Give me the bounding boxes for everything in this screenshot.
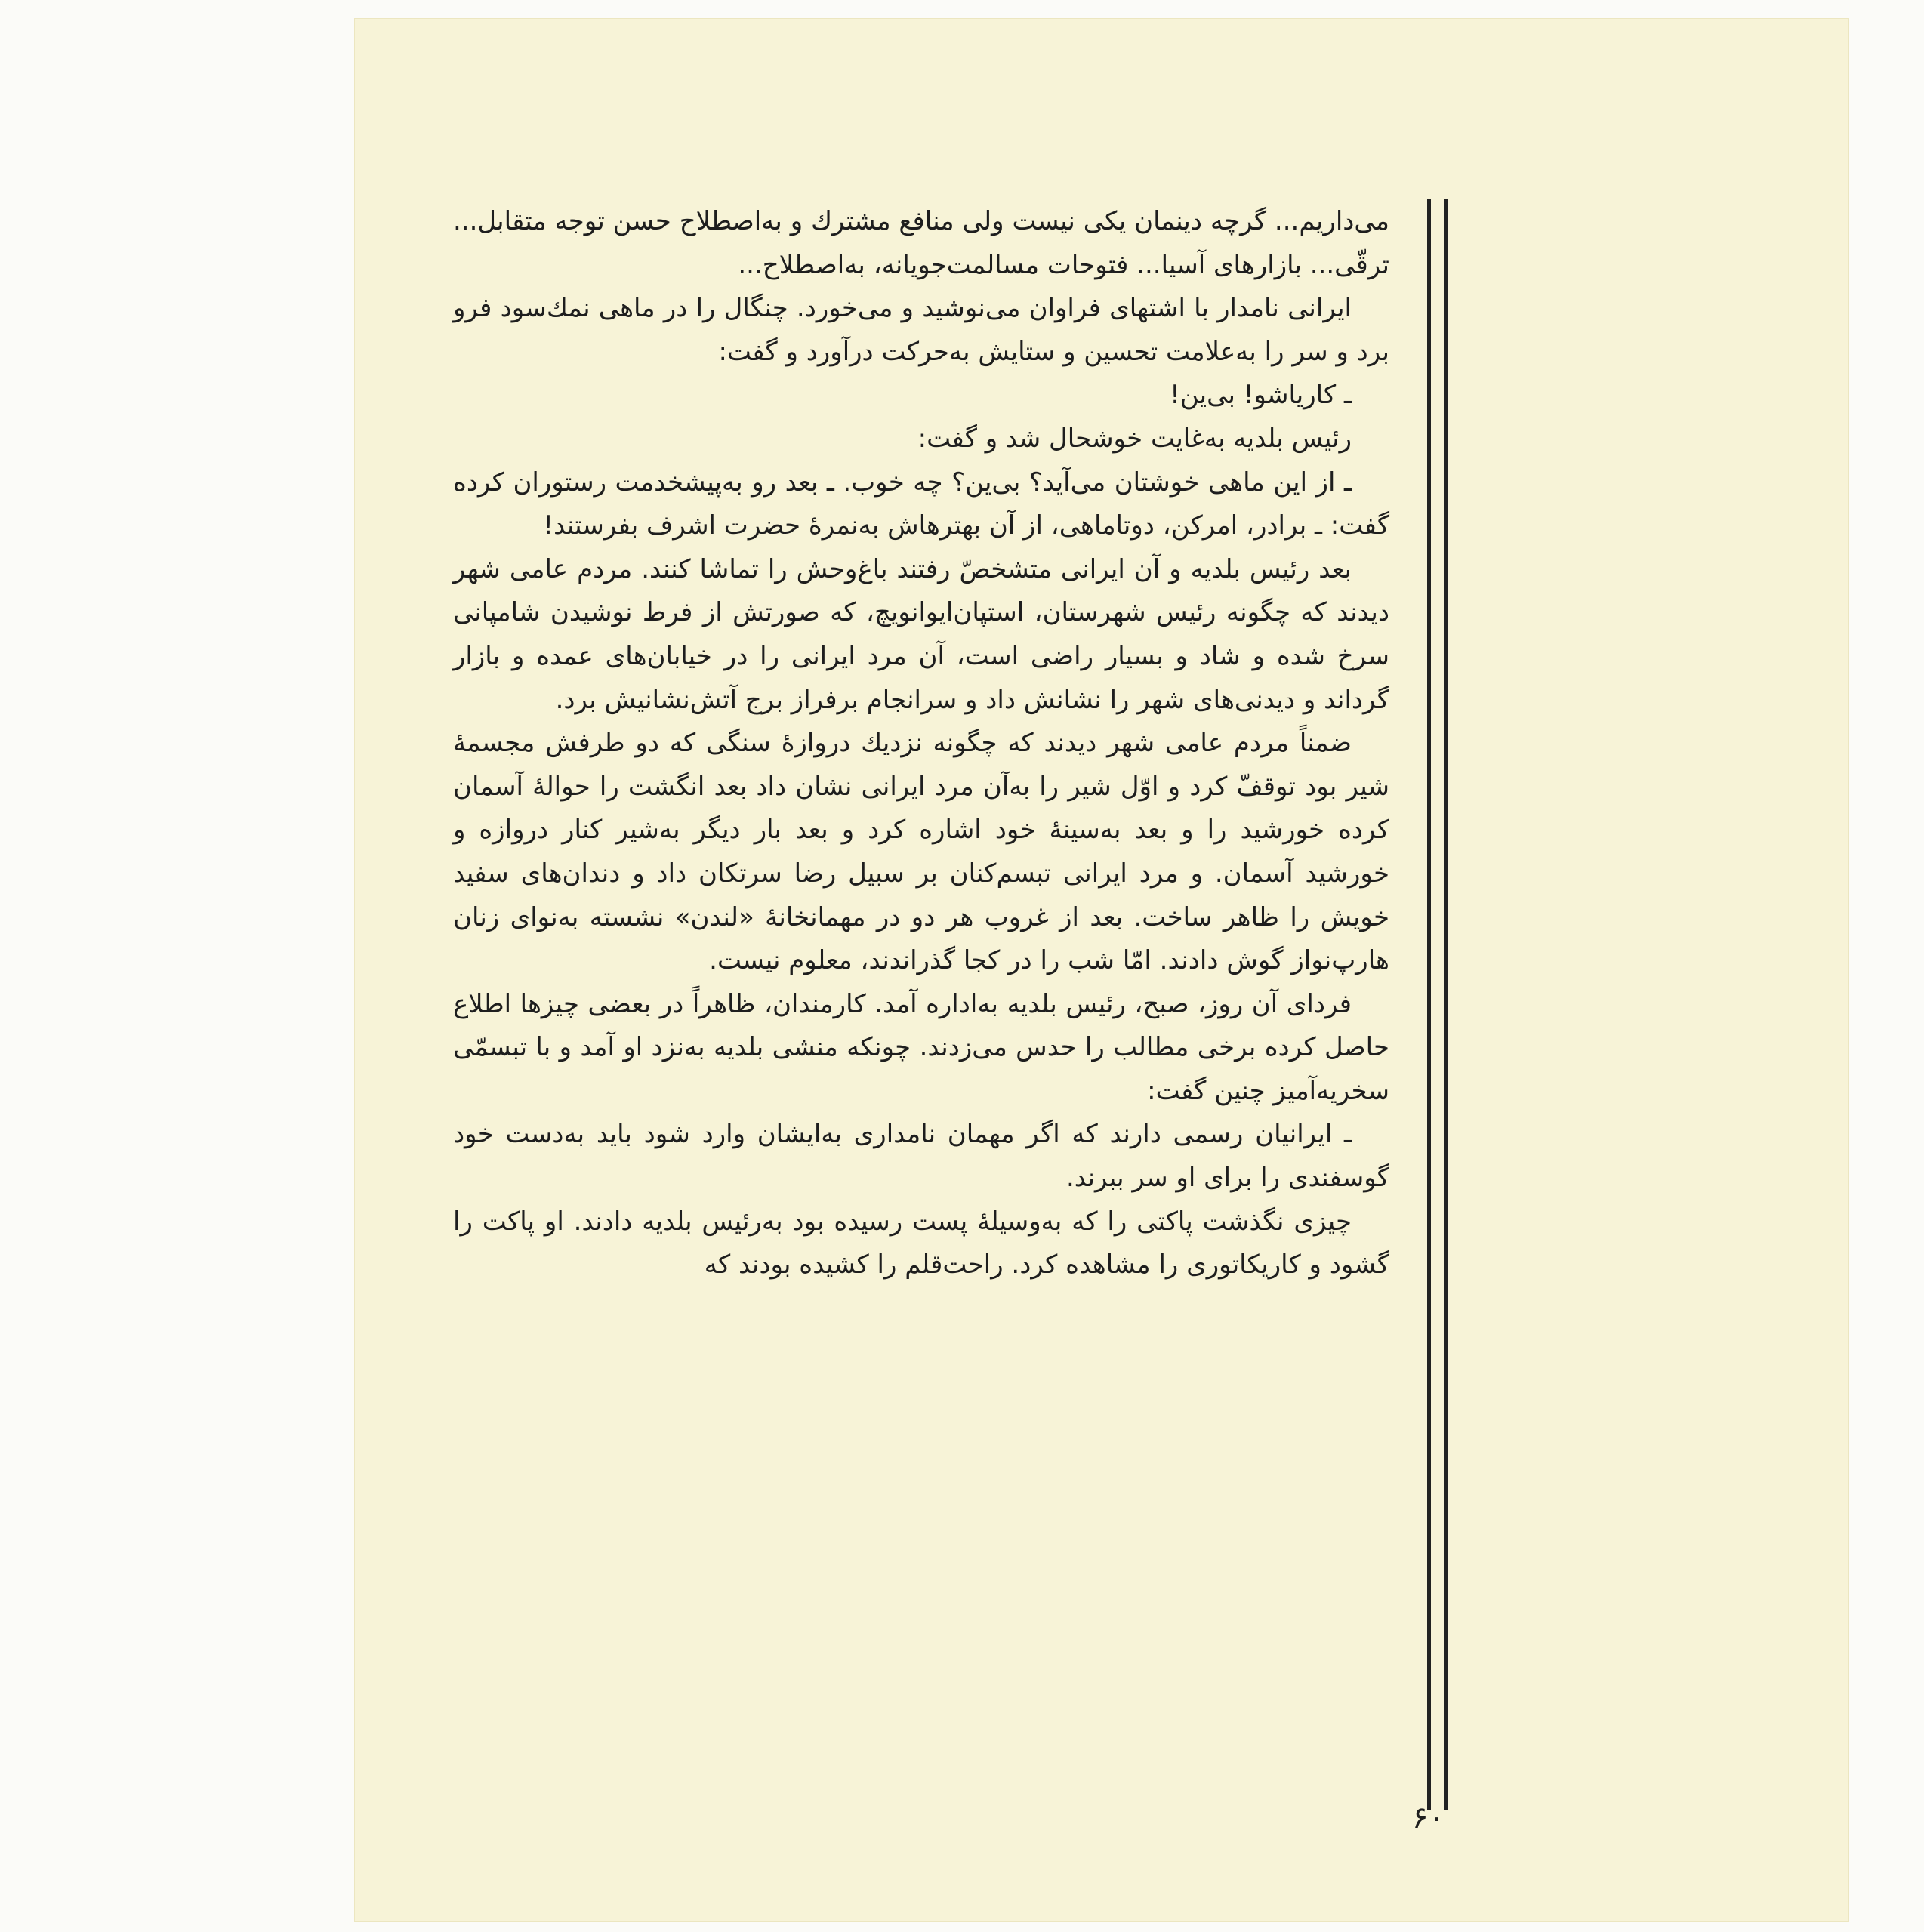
paragraph-2: ایرانی نامدار با اشتهای فراوان می‌نوشید و می‌خورد. چنگال را در ماهی نمك‌سود فرو برد و سر را به‌علامت تحسین و ستایش به‌حرکت درآورد و گفت: bbox=[453, 293, 1389, 367]
paragraph-1: می‌داریم... گرچه دینمان یکی نیست ولی منافع مشترك و به‌اصطلاح حسن توجه متقابل... ترقّی... بازارهای آسیا... فتوحات مسالمت‌جویانه، به‌اصطلاح... bbox=[453, 206, 1389, 280]
paragraph-6: فردای آن روز، صبح، رئیس بلدیه به‌اداره آمد. کارمندان، ظاهراً در بعضی چیزها اطلاع حاصل کرده برخی مطالب را حدس می‌زدند. چونکه منشی بلدیه به‌نزد او آمد و با تبسمّی سخریه‌آمیز چنین گفت: bbox=[453, 988, 1389, 1106]
body-text bbox=[453, 200, 1389, 1287]
paragraph-5: ضمناً مردم عامی شهر دیدند که چگونه نزدیك دروازهٔ سنگی که دو طرفش مجسمهٔ شیر بود توقفّ کرد و اوّل شیر را به‌آن مرد ایرانی نشان داد بعد انگشت را حوالهٔ آسمان کرده خورشید را و بعد به‌سینهٔ خود اشاره کرد و بعد بار دیگر به‌شیر کنار دروازه و خورشید آسمان. و مرد ایرانی تبسم‌کنان بر سبیل رضا سرتکان داد و دندان‌های سفید خویش را ظاهر ساخت. بعد از غروب هر دو در مهمانخانهٔ «لندن» نشسته به‌نوای زنان هارپ‌نواز گوش دادند. امّا شب را در کجا گذراندند، معلوم نیست. bbox=[453, 728, 1389, 976]
dialogue-line-2: ـ از این ماهی خوشتان می‌آید؟ بی‌ین؟ چه خوب. ـ بعد رو به‌پیشخدمت رستوران کرده گفت: ـ برادر، امرکن، دوتاماهی، از آن بهترهاش به‌نمرهٔ حضرت اشرف بفرستند! bbox=[453, 467, 1389, 541]
paragraph-7: چیزی نگذشت پاکتی را که به‌وسیلهٔ پست رسیده بود به‌رئیس بلدیه دادند. او پاکت را گشود و کاریکاتوری را مشاهده کرد. راحت‌قلم را کشیده بودند که bbox=[453, 1206, 1389, 1280]
margin-rule-outer bbox=[1444, 199, 1448, 1810]
page-number: ۶۰ bbox=[1412, 1801, 1445, 1835]
dialogue-line-3: ـ ایرانیان رسمی دارند که اگر مهمان نامداری به‌ایشان وارد شود باید به‌دست خود گوسفندی را برای او سر ببرند. bbox=[453, 1119, 1389, 1194]
dialogue-line-1: ـ کاریاشو! بی‌ین! bbox=[1170, 380, 1352, 411]
paragraph-4: بعد رئیس بلدیه و آن ایرانی متشخصّ رفتند باغ‌وحش را تماشا کنند. مردم عامی شهر دیدند که چگونه رئیس شهرستان، استپان‌ایوانویچ، که صورتش از فرط نوشیدن شامپانی سرخ شده و شاد و بسیار راضی است، آن مرد ایرانی را در خیابان‌های عمده و بازار گرداند و دیدنی‌های شهر را نشانش داد و سرانجام برفراز برج آتش‌نشانیش برد. bbox=[453, 553, 1389, 715]
paragraph-3: رئیس بلدیه به‌غایت خوشحال شد و گفت: bbox=[917, 423, 1352, 454]
book-page bbox=[355, 19, 1848, 1921]
margin-rule-inner bbox=[1427, 199, 1431, 1810]
